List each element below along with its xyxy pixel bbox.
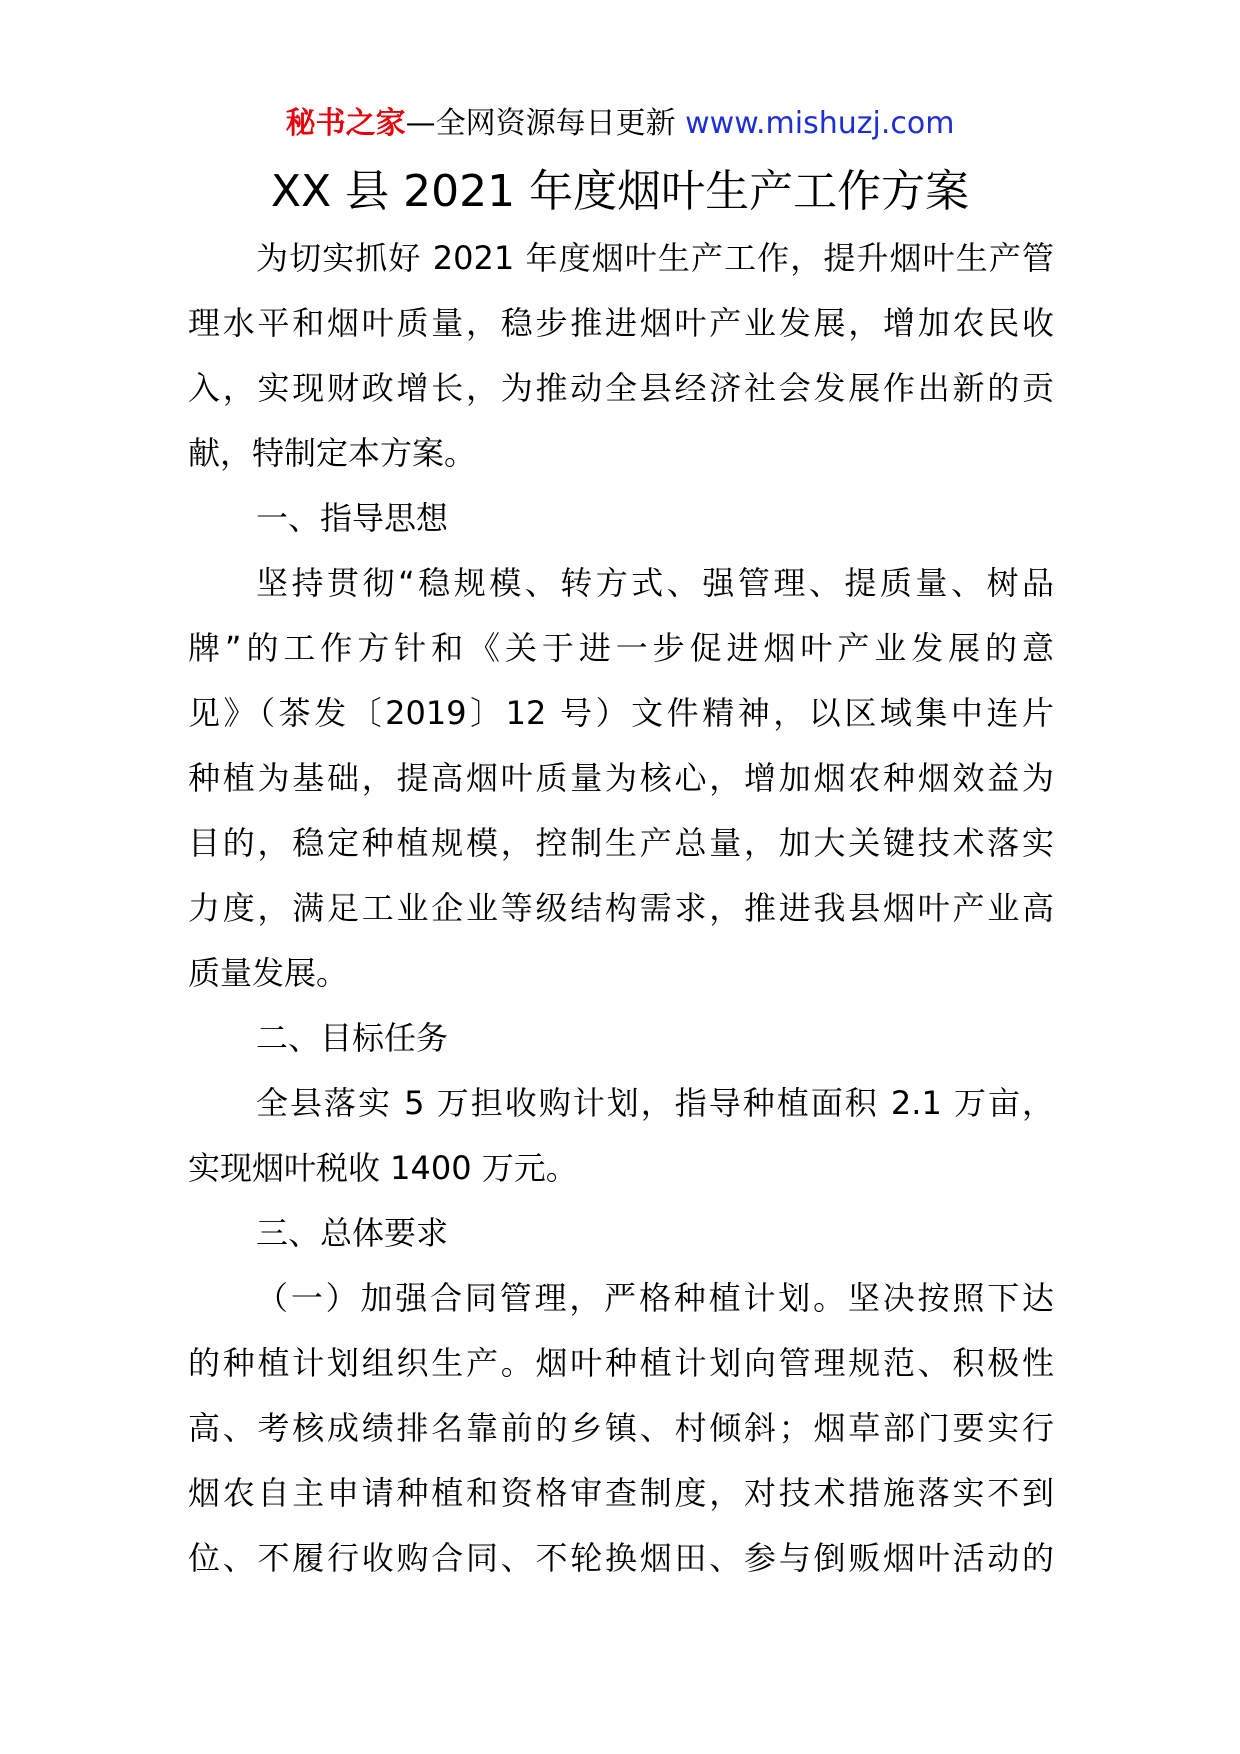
body-line: 坚持贯彻“稳规模、转方式、强管理、提质量、树品	[256, 564, 1054, 602]
body-line: 质量发展。	[188, 954, 349, 992]
header-brand: 秘书之家	[285, 106, 406, 141]
body-line: 三、总体要求	[256, 1214, 449, 1252]
body-line: 献，特制定本方案。	[188, 434, 477, 472]
document-body	[188, 226, 1054, 1591]
document-title: XX 县 2021 年度烟叶生产工作方案	[270, 166, 970, 217]
body-line: 种植为基础，提高烟叶质量为核心，增加烟农种烟效益为	[188, 759, 1054, 797]
header-url[interactable]: www.mishuzj.com	[685, 106, 955, 141]
body-line: 理水平和烟叶质量，稳步推进烟叶产业发展，增加农民收	[188, 304, 1054, 342]
body-line: 见》（茶发〔2019〕12 号）文件精神，以区域集中连片	[188, 694, 1054, 732]
body-line: （一）加强合同管理，严格种植计划。坚决按照下达	[256, 1279, 1054, 1317]
body-line: 全县落实 5 万担收购计划，指导种植面积 2.1 万亩，	[256, 1084, 1054, 1122]
watermark-header	[0, 102, 1240, 146]
body-line: 为切实抓好 2021 年度烟叶生产工作，提升烟叶生产管	[256, 239, 1054, 277]
body-line: 的种植计划组织生产。烟叶种植计划向管理规范、积极性	[188, 1344, 1054, 1382]
body-line: 牌”的工作方针和《关于进一步促进烟叶产业发展的意	[188, 629, 1054, 667]
body-line: 实现烟叶税收 1400 万元。	[188, 1149, 578, 1187]
body-line: 二、目标任务	[256, 1019, 449, 1057]
body-line: 入，实现财政增长，为推动全县经济社会发展作出新的贡	[188, 369, 1054, 407]
body-line: 烟农自主申请种植和资格审查制度，对技术措施落实不到	[188, 1474, 1054, 1512]
body-line: 力度，满足工业企业等级结构需求，推进我县烟叶产业高	[188, 889, 1054, 927]
body-line: 位、不履行收购合同、不轮换烟田、参与倒贩烟叶活动的	[188, 1539, 1054, 1577]
body-line: 一、指导思想	[256, 499, 449, 537]
header-slogan: —全网资源每日更新	[405, 106, 676, 141]
body-line: 高、考核成绩排名靠前的乡镇、村倾斜；烟草部门要实行	[188, 1409, 1054, 1447]
body-line: 目的，稳定种植规模，控制生产总量，加大关键技术落实	[188, 824, 1054, 862]
